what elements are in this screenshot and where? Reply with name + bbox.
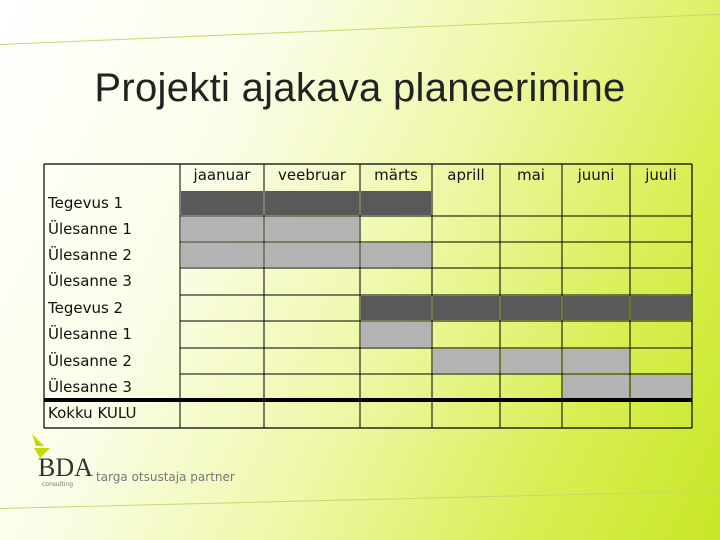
schedule-cell (501, 243, 561, 267)
schedule-cell (501, 401, 561, 427)
schedule-cell (631, 349, 691, 373)
logo-text: BDA (38, 453, 93, 482)
schedule-cell (181, 243, 263, 267)
schedule-cell (181, 269, 263, 294)
row-label: Tegevus 2 (48, 299, 124, 317)
row-label: Ülesanne 3 (48, 378, 132, 396)
schedule-cell (631, 322, 691, 347)
row-label: Ülesanne 2 (48, 352, 132, 370)
row-label: Ülesanne 3 (48, 272, 132, 290)
schedule-cell (631, 269, 691, 294)
month-header: jaanuar (193, 166, 251, 184)
schedule-cell (501, 322, 561, 347)
schedule-cell (563, 243, 629, 267)
schedule-cell (265, 217, 359, 241)
schedule-cell (433, 401, 499, 427)
schedule-cell (631, 401, 691, 427)
logo-subtext: consulting (42, 481, 73, 488)
schedule-cell (265, 401, 359, 427)
schedule-cell (631, 243, 691, 267)
month-header: märts (374, 166, 418, 184)
row-label: Tegevus 1 (48, 194, 124, 212)
schedule-cell (433, 191, 499, 215)
slide-title: Projekti ajakava planeerimine (94, 66, 626, 110)
schedule-cell (433, 217, 499, 241)
schedule-cell (433, 296, 499, 320)
schedule-cell (361, 217, 431, 241)
logo-bird-mark (32, 434, 44, 446)
month-header: mai (517, 166, 545, 184)
schedule-cell (265, 322, 359, 347)
schedule-cell (265, 269, 359, 294)
schedule-cell (631, 375, 691, 399)
month-header: juuni (577, 166, 615, 184)
schedule-cell (501, 375, 561, 399)
schedule-cell (181, 191, 263, 215)
schedule-cell (361, 349, 431, 373)
schedule-cell (433, 269, 499, 294)
schedule-cell (361, 401, 431, 427)
row-label: Ülesanne 1 (48, 220, 132, 238)
schedule-cell (563, 217, 629, 241)
schedule-cell (265, 375, 359, 399)
logo-tagline: targa otsustaja partner (96, 470, 235, 484)
schedule-cell (563, 349, 629, 373)
schedule-cell (501, 217, 561, 241)
schedule-cell (181, 401, 263, 427)
row-label: Ülesanne 1 (48, 325, 132, 343)
schedule-cell (361, 322, 431, 347)
schedule-cell (563, 296, 629, 320)
schedule-cell (265, 243, 359, 267)
schedule-cell (563, 191, 629, 215)
row-label: Ülesanne 2 (48, 246, 132, 264)
row-label: Kokku KULU (48, 404, 137, 422)
month-header: aprill (447, 166, 485, 184)
schedule-cell (433, 349, 499, 373)
schedule-cell (265, 191, 359, 215)
schedule-cell (361, 269, 431, 294)
schedule-cell (361, 296, 431, 320)
schedule-cell (563, 269, 629, 294)
schedule-cell (501, 349, 561, 373)
schedule-cell (181, 217, 263, 241)
schedule-cell (433, 243, 499, 267)
schedule-cell (563, 322, 629, 347)
schedule-cell (563, 401, 629, 427)
schedule-cell (265, 296, 359, 320)
schedule-cell (501, 269, 561, 294)
schedule-cell (631, 191, 691, 215)
bda-logo (26, 432, 96, 492)
schedule-cell (501, 296, 561, 320)
schedule-cell (433, 375, 499, 399)
schedule-cell (501, 191, 561, 215)
schedule-cell (361, 243, 431, 267)
schedule-cell (433, 322, 499, 347)
month-header: juuli (645, 166, 677, 184)
schedule-cell (181, 322, 263, 347)
schedule-cell (361, 375, 431, 399)
schedule-cell (631, 296, 691, 320)
schedule-cell (181, 375, 263, 399)
schedule-cell (181, 349, 263, 373)
month-header: veebruar (278, 166, 346, 184)
schedule-cell (631, 217, 691, 241)
schedule-cell (563, 375, 629, 399)
schedule-cell (265, 349, 359, 373)
schedule-cell (361, 191, 431, 215)
schedule-cell (181, 296, 263, 320)
